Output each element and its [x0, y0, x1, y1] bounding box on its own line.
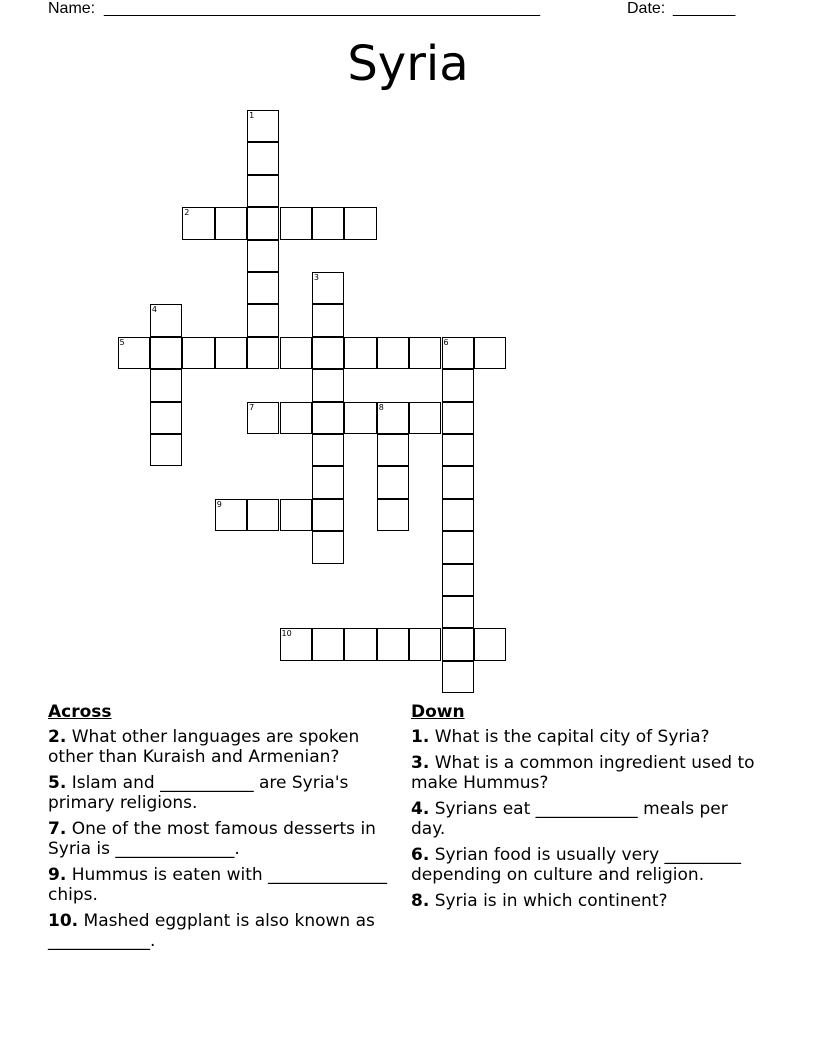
- down-heading: Down: [411, 702, 465, 722]
- grid-cell[interactable]: [215, 499, 247, 531]
- grid-cell[interactable]: [377, 628, 409, 660]
- down-clue: 8. Syria is in which continent?: [411, 891, 668, 911]
- grid-cell[interactable]: [442, 596, 474, 628]
- grid-cell[interactable]: [312, 466, 344, 498]
- down-clue: 4. Syrians eat ____________ meals per day.: [411, 799, 728, 839]
- grid-cell[interactable]: [312, 531, 344, 563]
- cell-number: 4: [151, 305, 157, 315]
- date-blank-line: _______: [673, 0, 736, 17]
- grid-cell[interactable]: [442, 661, 474, 693]
- grid-cell[interactable]: [442, 531, 474, 563]
- across-clue: 2. What other languages are spoken other than Kuraish and Armenian?: [48, 727, 360, 767]
- grid-cell[interactable]: [312, 402, 344, 434]
- grid-cell[interactable]: [312, 628, 344, 660]
- grid-cell[interactable]: [344, 337, 376, 369]
- grid-cell[interactable]: [442, 628, 474, 660]
- grid-cell[interactable]: [312, 499, 344, 531]
- grid-cell[interactable]: [312, 304, 344, 336]
- grid-cell[interactable]: [377, 499, 409, 531]
- cell-number: 5: [119, 337, 125, 347]
- cell-number: 7: [249, 402, 255, 412]
- grid-cell[interactable]: [312, 337, 344, 369]
- cell-number: 2: [184, 208, 190, 218]
- grid-cell[interactable]: [442, 564, 474, 596]
- grid-cell[interactable]: [474, 628, 506, 660]
- cell-number: 9: [216, 499, 222, 509]
- grid-cell[interactable]: [247, 207, 279, 239]
- grid-cell[interactable]: [150, 402, 182, 434]
- grid-cell[interactable]: [150, 369, 182, 401]
- grid-cell[interactable]: [442, 369, 474, 401]
- grid-cell[interactable]: [312, 434, 344, 466]
- grid-cell[interactable]: [150, 337, 182, 369]
- grid-cell[interactable]: [442, 337, 474, 369]
- grid-cell[interactable]: [247, 240, 279, 272]
- grid-cell[interactable]: [247, 337, 279, 369]
- grid-cell[interactable]: [442, 466, 474, 498]
- grid-cell[interactable]: [442, 402, 474, 434]
- grid-cell[interactable]: [118, 337, 150, 369]
- name-label: Name:: [48, 0, 96, 17]
- across-clues: [48, 702, 400, 957]
- grid-cell[interactable]: [280, 402, 312, 434]
- grid-cell[interactable]: [344, 207, 376, 239]
- grid-cell[interactable]: [280, 499, 312, 531]
- cell-number: 6: [443, 337, 449, 347]
- grid-cell[interactable]: [377, 337, 409, 369]
- grid-cell[interactable]: [150, 304, 182, 336]
- grid-cell[interactable]: [409, 628, 441, 660]
- grid-cell[interactable]: [312, 272, 344, 304]
- grid-cell[interactable]: [344, 402, 376, 434]
- across-clue: 9. Hummus is eaten with ______________ chips.: [48, 865, 388, 905]
- grid-cell[interactable]: [280, 207, 312, 239]
- cell-number: 10: [281, 629, 292, 639]
- grid-cell[interactable]: [312, 207, 344, 239]
- date-label: Date:: [627, 0, 666, 17]
- grid-cell[interactable]: [377, 402, 409, 434]
- grid-cell[interactable]: [247, 110, 279, 142]
- grid-cell[interactable]: [344, 628, 376, 660]
- grid-cell[interactable]: [215, 337, 247, 369]
- cell-number: 1: [249, 111, 255, 120]
- grid-cell[interactable]: [442, 499, 474, 531]
- grid-cell[interactable]: [280, 628, 312, 660]
- grid-cell[interactable]: [280, 337, 312, 369]
- grid-cell[interactable]: [377, 434, 409, 466]
- grid-cell[interactable]: [215, 207, 247, 239]
- grid-cell[interactable]: [247, 175, 279, 207]
- across-clue: 5. Islam and ___________ are Syria's primary religions.: [48, 773, 349, 813]
- grid-cell[interactable]: [182, 207, 214, 239]
- grid-cell[interactable]: [409, 337, 441, 369]
- down-clue: 1. What is the capital city of Syria?: [411, 727, 710, 747]
- across-clue: 10. Mashed eggplant is also known as ____________.: [48, 911, 375, 951]
- grid-cell[interactable]: [247, 499, 279, 531]
- across-clue: 7. One of the most famous desserts in Syria is ______________.: [48, 819, 376, 859]
- grid-cell[interactable]: [150, 434, 182, 466]
- grid-cell[interactable]: [247, 304, 279, 336]
- cell-number: 3: [313, 273, 319, 282]
- grid-cell[interactable]: [182, 337, 214, 369]
- grid-cell[interactable]: [247, 402, 279, 434]
- grid-cell[interactable]: [247, 142, 279, 174]
- grid-cell[interactable]: [377, 466, 409, 498]
- name-blank-line: _________________________________________________: [104, 0, 541, 17]
- grid-cell[interactable]: [409, 402, 441, 434]
- grid-cell[interactable]: [442, 434, 474, 466]
- down-clue: 6. Syrian food is usually very _________ depending on culture and religion.: [411, 845, 742, 885]
- down-clues: [411, 702, 767, 917]
- down-clue: 3. What is a common ingredient used to make Hummus?: [411, 753, 755, 793]
- across-heading: Across: [48, 702, 112, 722]
- puzzle-title: Syria: [347, 36, 469, 92]
- grid-cell[interactable]: [247, 272, 279, 304]
- grid-cell[interactable]: [312, 369, 344, 401]
- cell-number: 8: [378, 402, 384, 412]
- grid-cell[interactable]: [474, 337, 506, 369]
